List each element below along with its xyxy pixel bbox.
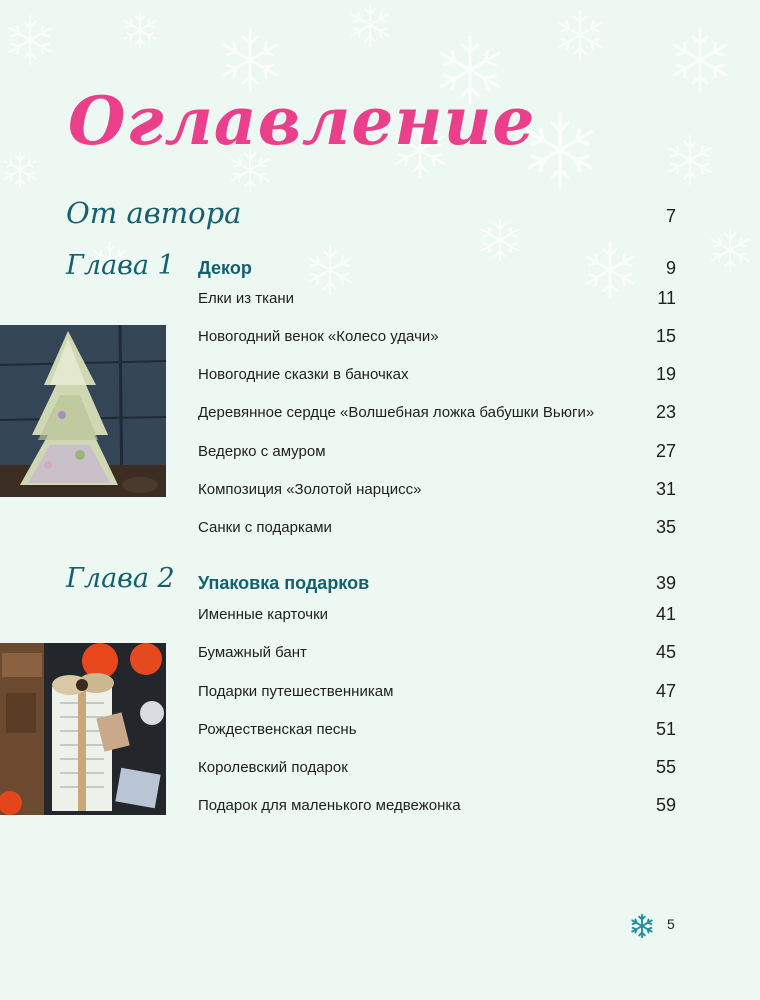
chapter-1-label: Глава 1 [66,250,175,281]
toc-entry-page: 51 [655,719,676,739]
toc-entry[interactable] [198,795,676,819]
toc-entry[interactable] [198,441,676,465]
chapter-2-page-number: 39 [655,573,676,593]
toc-entry-page: 47 [655,681,676,701]
toc-entry[interactable] [198,757,676,781]
toc-entry[interactable] [198,681,676,705]
toc-entry-page: 27 [655,441,676,461]
page-number: 5 [667,916,675,932]
intro-label: От автора [66,196,242,230]
toc-entry-page: 23 [655,402,676,422]
toc-entry-page: 11 [657,288,676,308]
toc-entry-page: 59 [655,795,676,815]
chapter-1-page-number: 9 [665,258,676,278]
toc-entry-title: Ведерко с амуром [198,443,326,460]
toc-entry-page: 41 [655,604,676,624]
page-title: Оглавление [68,82,536,160]
toc-entry-page: 19 [655,364,676,384]
toc-entry-page: 35 [655,517,676,537]
toc-entry[interactable] [198,604,676,628]
toc-entry-title: Композиция «Золотой нарцисс» [198,481,422,498]
toc-entry-title: Рождественская песнь [198,721,357,738]
toc-entry-title: Подарок для маленького медвежонка [198,797,461,814]
fabric-christmas-tree-photo [0,325,166,497]
toc-entry-title: Санки с подарками [198,519,332,536]
toc-entry[interactable] [198,479,676,503]
gift-wrapping-photo [0,643,166,815]
toc-entry-title: Именные карточки [198,606,329,623]
toc-entry-title: Подарки путешественникам [198,683,394,700]
toc-entry-title: Королевский подарок [198,759,348,776]
toc-entry[interactable] [198,402,676,426]
toc-entry-title: Деревянное сердце «Волшебная ложка бабушки Вьюги» [198,404,595,421]
toc-entry-title: Елки из ткани [198,290,295,307]
toc-entry-title: Бумажный бант [198,644,307,661]
chapter-1-title[interactable]: Декор [198,258,252,278]
chapter-2-title[interactable]: Упаковка подарков [198,573,370,593]
toc-entry-page: 55 [655,757,676,777]
toc-entry[interactable] [198,719,676,743]
toc-entry-title: Новогодние сказки в баночках [198,366,409,383]
toc-entry[interactable] [198,517,676,541]
intro-page-number: 7 [665,206,676,226]
chapter-2-label: Глава 2 [66,563,175,594]
snowflake-icon [628,912,656,940]
toc-entry-page: 15 [655,326,676,346]
toc-entry[interactable] [198,326,676,350]
toc-entry[interactable] [198,642,676,666]
toc-entry-page: 45 [655,642,676,662]
toc-entry[interactable] [198,288,676,312]
toc-entry-page: 31 [655,479,676,499]
toc-entry-title: Новогодний венок «Колесо удачи» [198,328,439,345]
toc-entry[interactable] [198,364,676,388]
